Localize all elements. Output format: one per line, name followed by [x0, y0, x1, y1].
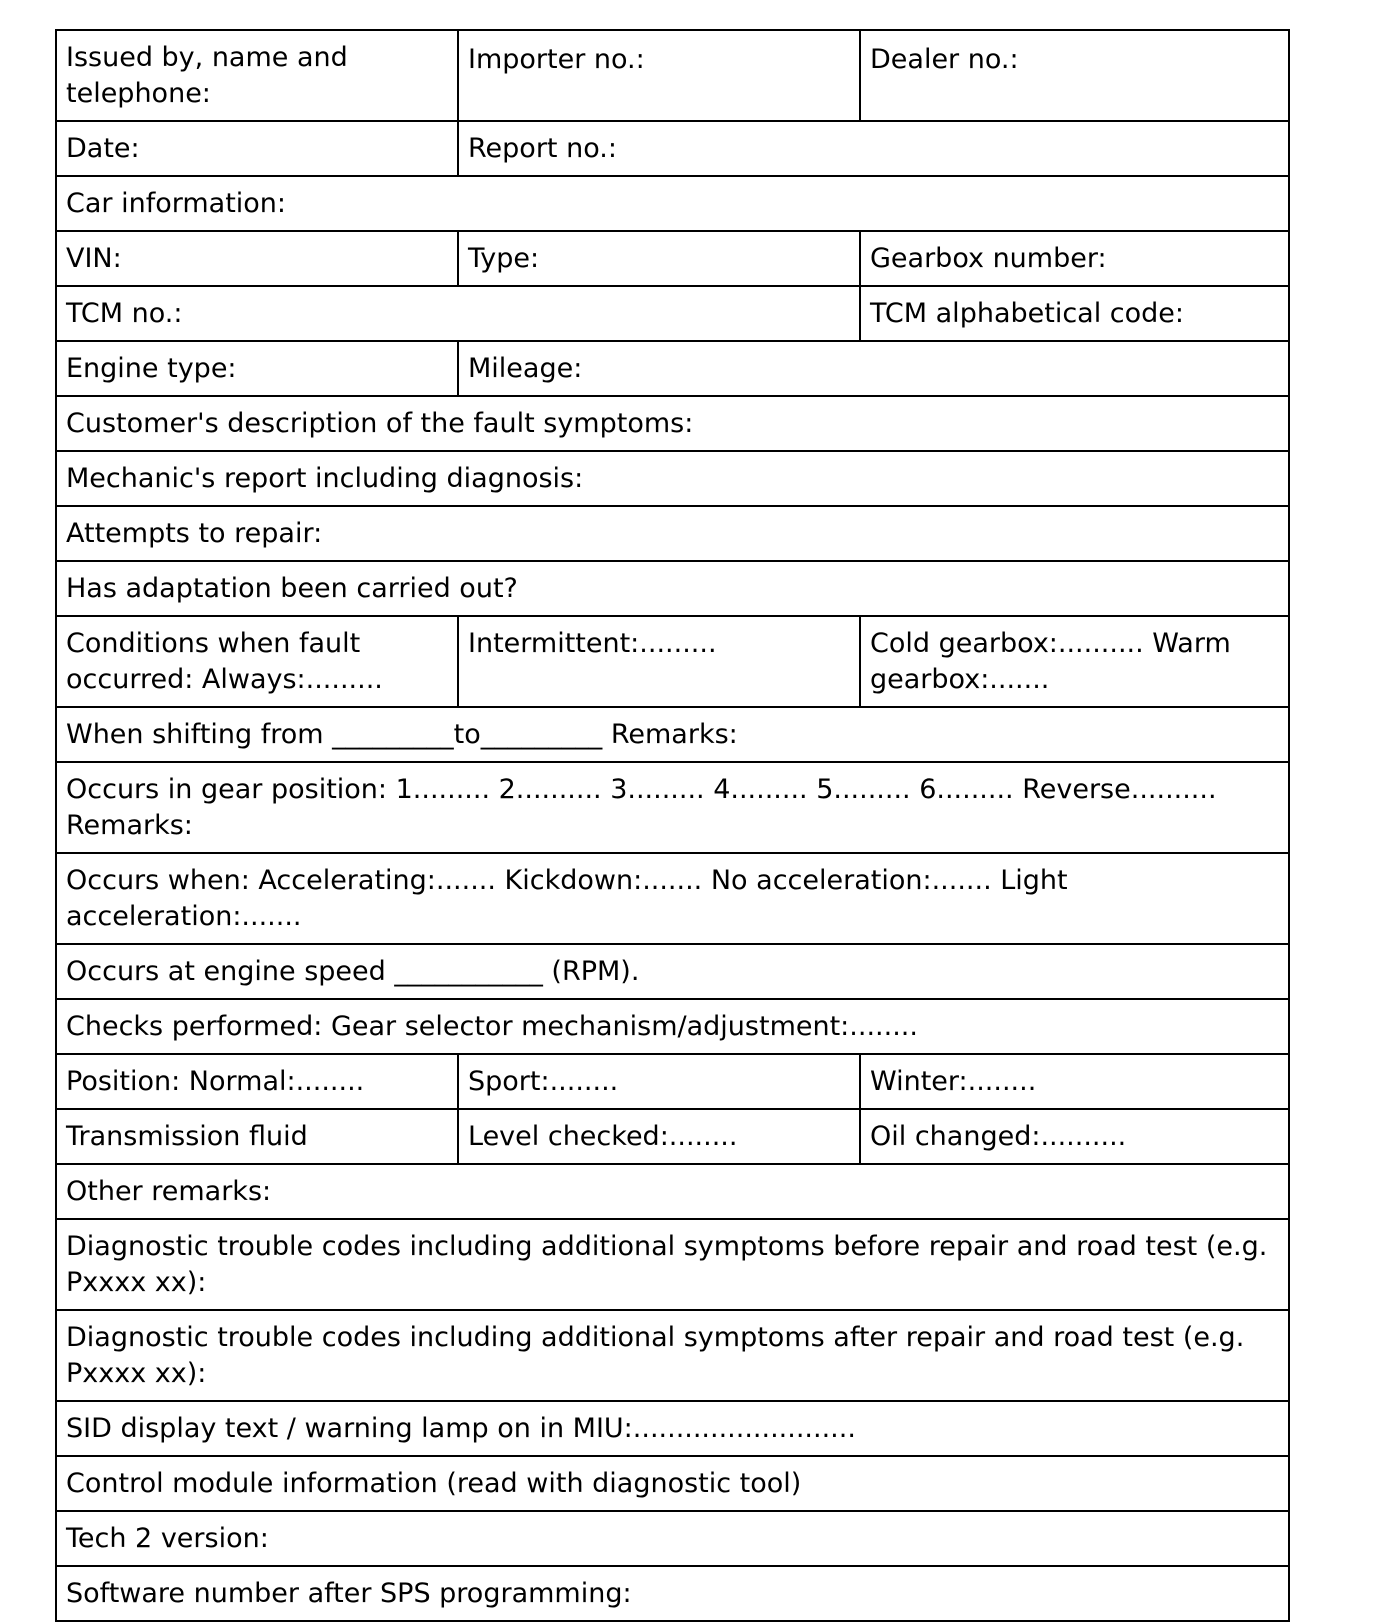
control-module-info-field[interactable]: Control module information (read with diagnostic tool)	[56, 1456, 1289, 1511]
fault-report-form	[55, 29, 1290, 1622]
intermittent-field[interactable]: Intermittent:.........	[458, 616, 860, 707]
form-row-date	[56, 121, 1289, 176]
other-remarks-field[interactable]: Other remarks:	[56, 1164, 1289, 1219]
car-information-heading: Car information:	[56, 176, 1289, 231]
engine-speed-field[interactable]: Occurs at engine speed ___________ (RPM).	[56, 944, 1289, 999]
tcm-alphabetical-code-field[interactable]: TCM alphabetical code:	[860, 286, 1289, 341]
type-field[interactable]: Type:	[458, 231, 860, 286]
form-row-conditions	[56, 616, 1289, 707]
form-row-control-module	[56, 1456, 1289, 1511]
gearbox-number-field[interactable]: Gearbox number:	[860, 231, 1289, 286]
form-row-vin	[56, 231, 1289, 286]
form-row-issuer	[56, 30, 1289, 121]
form-row-dtc-after	[56, 1310, 1289, 1401]
dtc-after-field[interactable]: Diagnostic trouble codes including additional symptoms after repair and road test (e.g. Pxxxx xx):	[56, 1310, 1289, 1401]
form-row-car-info	[56, 176, 1289, 231]
mechanic-report-field[interactable]: Mechanic's report including diagnosis:	[56, 451, 1289, 506]
form-row-tech2	[56, 1511, 1289, 1566]
form-row-dtc-before	[56, 1219, 1289, 1310]
form-row-tcm	[56, 286, 1289, 341]
form-row-attempts	[56, 506, 1289, 561]
form-row-position	[56, 1054, 1289, 1109]
form-row-other-remarks	[56, 1164, 1289, 1219]
dtc-before-field[interactable]: Diagnostic trouble codes including additional symptoms before repair and road test (e.g. Pxxxx xx):	[56, 1219, 1289, 1310]
importer-no-field[interactable]: Importer no.:	[458, 30, 860, 121]
transmission-fluid-label: Transmission fluid	[56, 1109, 458, 1164]
cold-warm-gearbox-field[interactable]: Cold gearbox:.......... Warm gearbox:.......	[860, 616, 1289, 707]
form-row-adaptation	[56, 561, 1289, 616]
form-row-checks	[56, 999, 1289, 1054]
checks-performed-field[interactable]: Checks performed: Gear selector mechanism/adjustment:........	[56, 999, 1289, 1054]
form-row-engine-speed	[56, 944, 1289, 999]
adaptation-question-field[interactable]: Has adaptation been carried out?	[56, 561, 1289, 616]
dealer-no-field[interactable]: Dealer no.:	[860, 30, 1289, 121]
form-row-occurs-when	[56, 853, 1289, 944]
position-normal-field[interactable]: Position: Normal:........	[56, 1054, 458, 1109]
form-row-shifting	[56, 707, 1289, 762]
level-checked-field[interactable]: Level checked:........	[458, 1109, 860, 1164]
attempts-to-repair-field[interactable]: Attempts to repair:	[56, 506, 1289, 561]
shifting-field[interactable]: When shifting from _________to_________ Remarks:	[56, 707, 1289, 762]
report-no-field[interactable]: Report no.:	[458, 121, 1289, 176]
gear-position-field[interactable]: Occurs in gear position: 1......... 2.......... 3......... 4......... 5......... 6......... Reverse.......... Remarks:	[56, 762, 1289, 853]
form-row-software-number	[56, 1566, 1289, 1621]
tech2-version-field[interactable]: Tech 2 version:	[56, 1511, 1289, 1566]
form-row-mechanic-report	[56, 451, 1289, 506]
conditions-always-field[interactable]: Conditions when fault occurred: Always:.........	[56, 616, 458, 707]
software-number-field[interactable]: Software number after SPS programming:	[56, 1566, 1289, 1621]
form-row-transmission-fluid	[56, 1109, 1289, 1164]
vin-field[interactable]: VIN:	[56, 231, 458, 286]
occurs-when-field[interactable]: Occurs when: Accelerating:....... Kickdown:....... No acceleration:....... Light acceleration:.......	[56, 853, 1289, 944]
tcm-no-field[interactable]: TCM no.:	[56, 286, 860, 341]
form-row-engine	[56, 341, 1289, 396]
form-row-customer-description	[56, 396, 1289, 451]
form-row-gear-position	[56, 762, 1289, 853]
issued-by-field[interactable]: Issued by, name and telephone:	[56, 30, 458, 121]
sid-display-field[interactable]: SID display text / warning lamp on in MIU:..........................	[56, 1401, 1289, 1456]
oil-changed-field[interactable]: Oil changed:..........	[860, 1109, 1289, 1164]
form-row-sid-display	[56, 1401, 1289, 1456]
sport-field[interactable]: Sport:........	[458, 1054, 860, 1109]
customer-description-field[interactable]: Customer's description of the fault symptoms:	[56, 396, 1289, 451]
mileage-field[interactable]: Mileage:	[458, 341, 1289, 396]
winter-field[interactable]: Winter:........	[860, 1054, 1289, 1109]
engine-type-field[interactable]: Engine type:	[56, 341, 458, 396]
date-field[interactable]: Date:	[56, 121, 458, 176]
